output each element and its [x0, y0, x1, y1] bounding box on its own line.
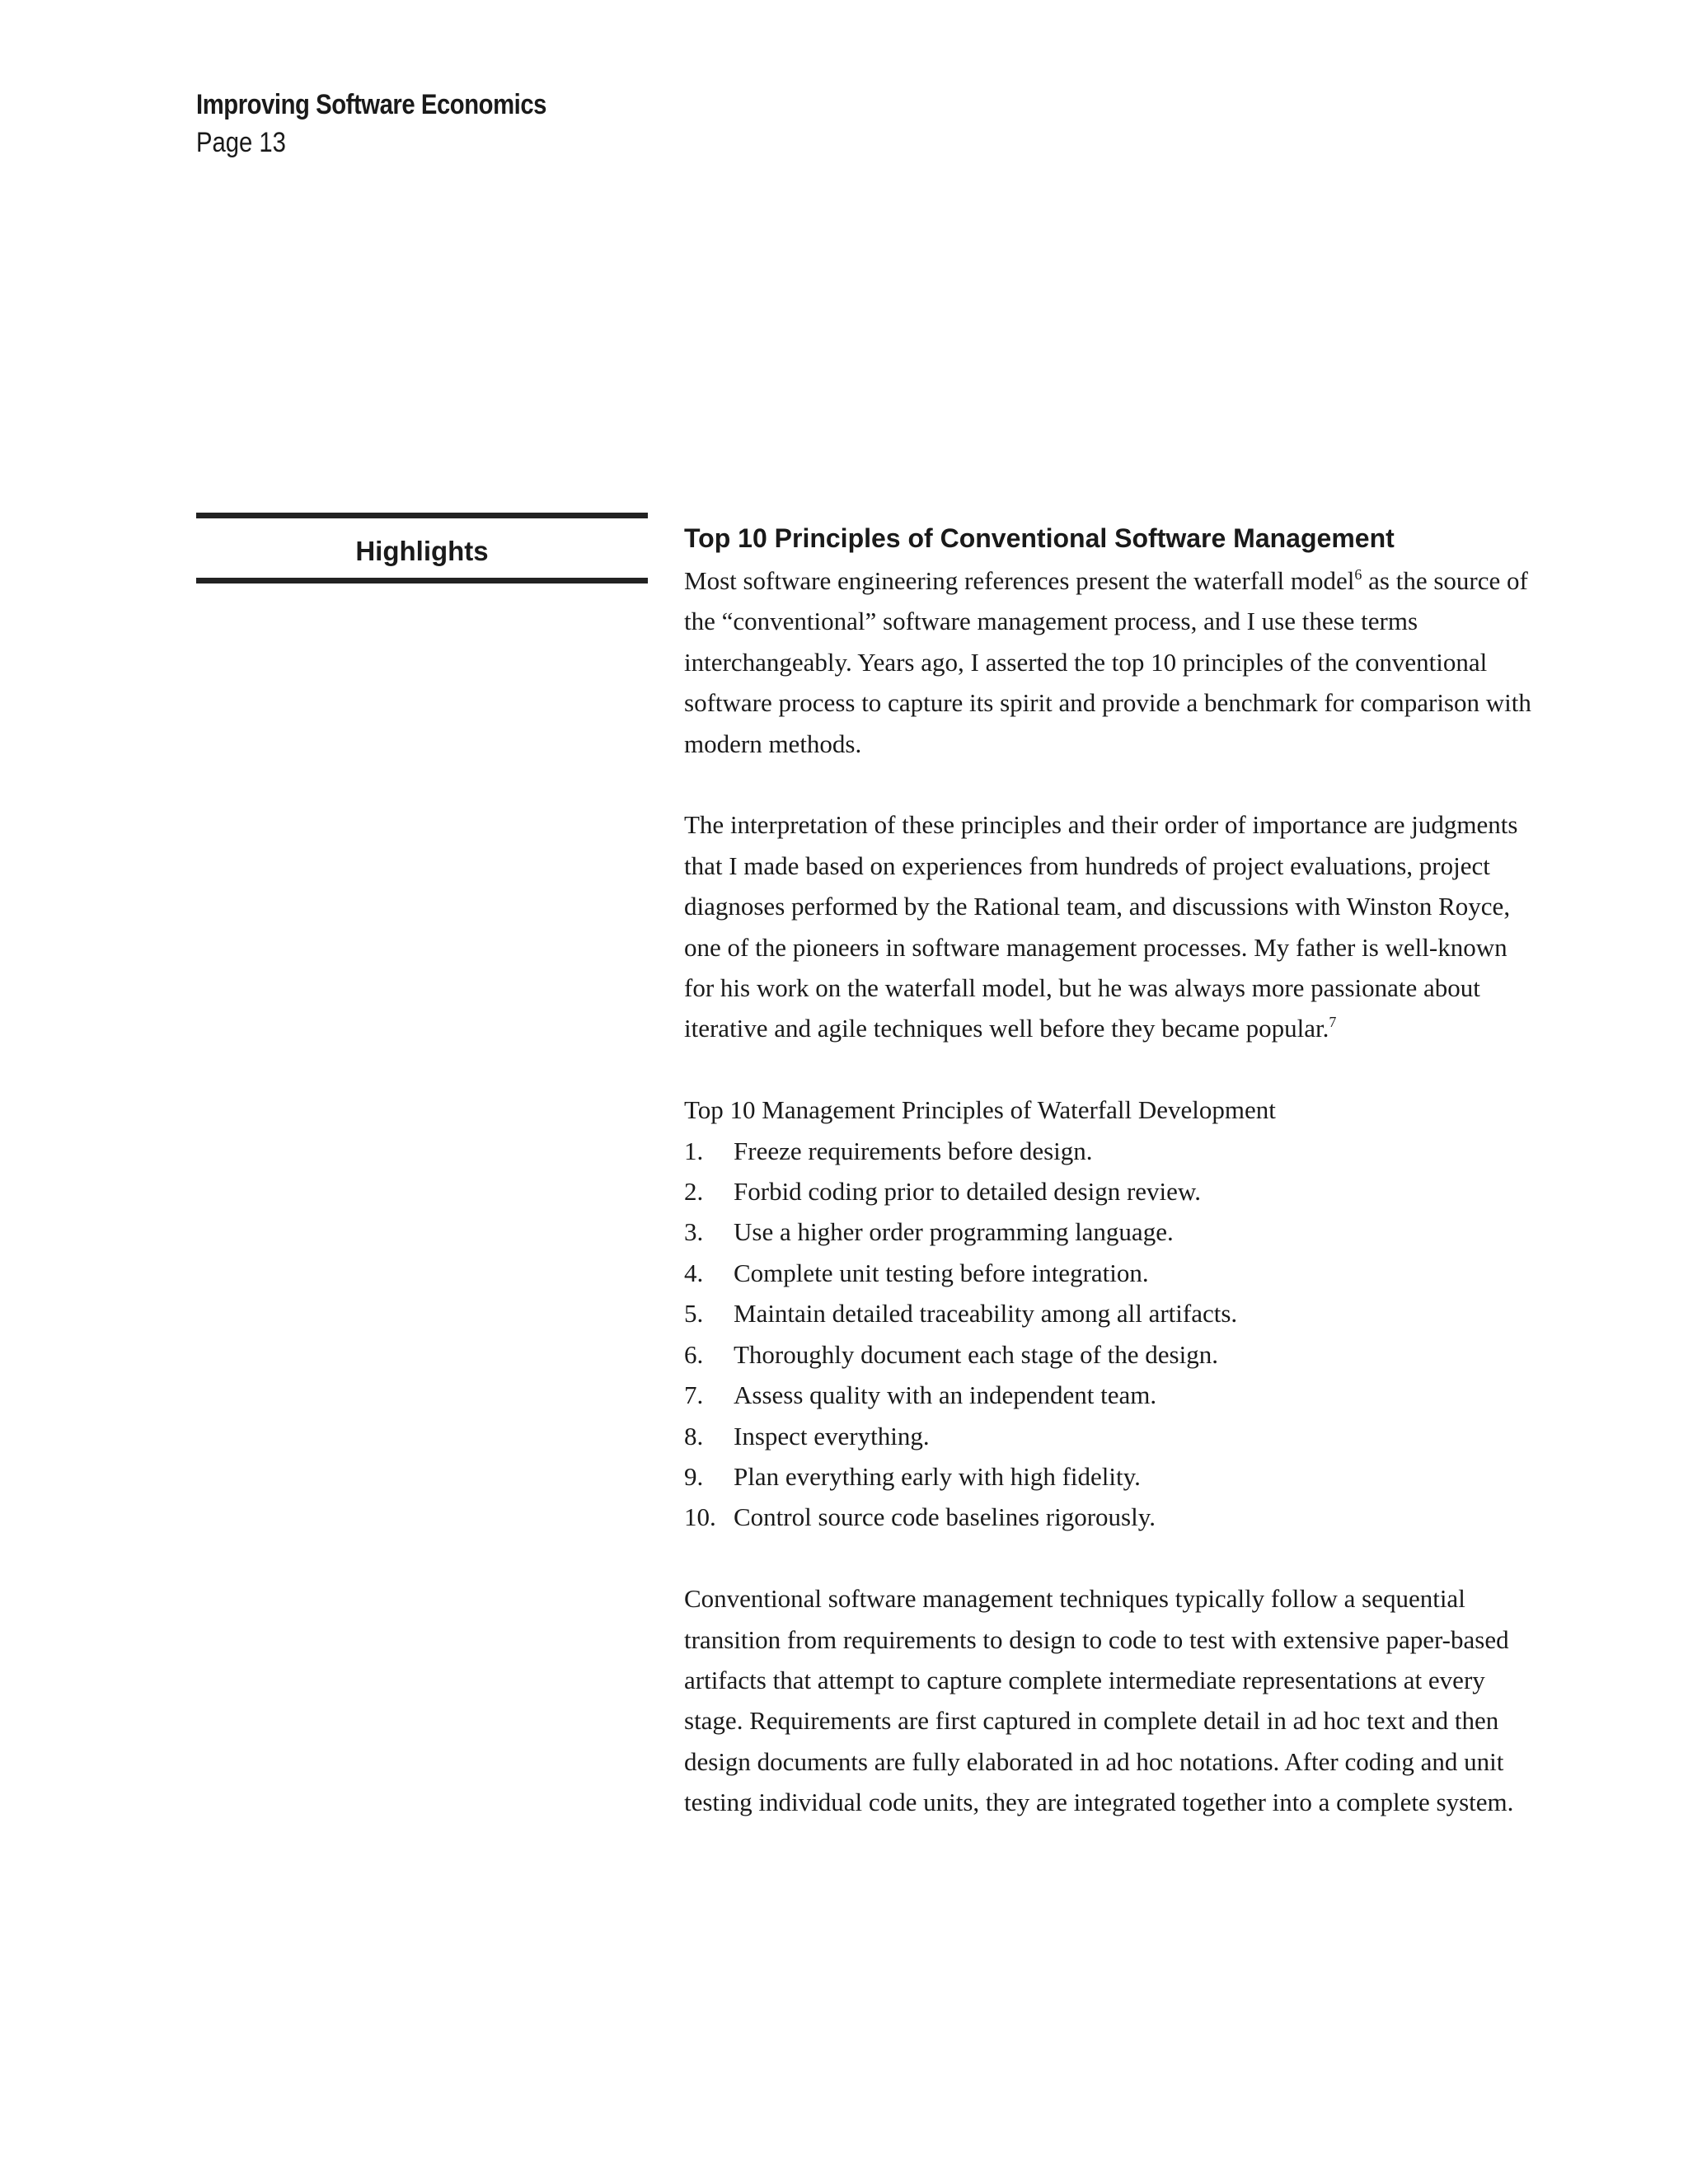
list-item-number: 5. [684, 1299, 704, 1329]
paragraph-text: as the source of the “conventional” software management process, and I use these terms interchangeably. Years ago, I asserted the top 10 principles of the conventional software process to capture its spirit and provide a benchmark for comparison with modern methods. [684, 566, 1531, 758]
list-item-number: 8. [684, 1421, 704, 1451]
list-item-text: Inspect everything. [734, 1421, 930, 1451]
list-item-text: Thoroughly document each stage of the design. [734, 1339, 1218, 1369]
list-item [684, 1212, 1558, 1252]
list-item-text: Complete unit testing before integration. [734, 1258, 1149, 1287]
page-header [196, 86, 603, 162]
paragraph-text: Most software engineering references present the waterfall model [684, 566, 1355, 595]
document-title: Improving Software Economics [196, 89, 547, 120]
list-item [684, 1293, 1558, 1333]
highlights-sidebar [196, 513, 648, 583]
list-item-number: 3. [684, 1217, 704, 1247]
list-item [684, 1334, 1558, 1375]
list-item-text: Plan everything early with high fidelity. [734, 1461, 1141, 1491]
paragraph-text: The interpretation of these principles and their order of importance are judgments that I made based on experiences from hundreds of project evaluations, project diagnoses performed by the Rational team, and discussions with Winston Royce, one of the pioneers in software management processes. My father is well-known for his work on the waterfall model, but he was always more passionate about iterative and agile techniques well before they became popular. [684, 810, 1518, 1043]
list-item [684, 1416, 1558, 1456]
highlights-label: Highlights [355, 536, 489, 566]
main-content [684, 521, 1558, 1823]
list-item-text: Freeze requirements before design. [734, 1136, 1093, 1165]
list-item [684, 1456, 1558, 1497]
list-item-text: Forbid coding prior to detailed design review. [734, 1177, 1202, 1207]
list-item-number: 1. [684, 1136, 704, 1165]
list-item [684, 1131, 1558, 1171]
list-item [684, 1171, 1558, 1212]
paragraph-interpretation [684, 804, 1541, 1048]
list-item-number: 10. [684, 1502, 716, 1532]
paragraph-waterfall-intro [684, 560, 1541, 764]
list-item-number: 9. [684, 1461, 704, 1491]
list-item [684, 1375, 1558, 1415]
list-item-number: 2. [684, 1177, 704, 1207]
list-item [684, 1253, 1558, 1293]
list-item-text: Use a higher order programming language. [734, 1217, 1174, 1247]
list-item-number: 7. [684, 1380, 704, 1410]
list-item-text: Assess quality with an independent team. [734, 1380, 1157, 1410]
list-item-text: Control source code baselines rigorously. [734, 1502, 1156, 1532]
list-item-number: 4. [684, 1258, 704, 1287]
list-item-number: 6. [684, 1339, 704, 1369]
section-heading: Top 10 Principles of Conventional Software Management [684, 523, 1395, 553]
principles-list-title: Top 10 Management Principles of Waterfall Development [684, 1095, 1276, 1125]
footnote-marker: 7 [1329, 1014, 1337, 1031]
principles-list [684, 1131, 1558, 1538]
footnote-marker: 6 [1354, 566, 1362, 583]
paragraph-conventional-techniques: Conventional software management techniques typically follow a sequential transition from requirements to design to code to test with extensive paper-based artifacts that attempt to capture complete intermediate representations at every stage. Requirements are first captured in complete detail in ad hoc text and then design documents are fully elaborated in ad hoc notations. After coding and unit testing individual code units, they are integrated together into a complete system. [684, 1584, 1514, 1817]
list-item [684, 1497, 1558, 1537]
page-number: Page 13 [196, 127, 286, 158]
list-item-text: Maintain detailed traceability among all artifacts. [734, 1299, 1238, 1329]
